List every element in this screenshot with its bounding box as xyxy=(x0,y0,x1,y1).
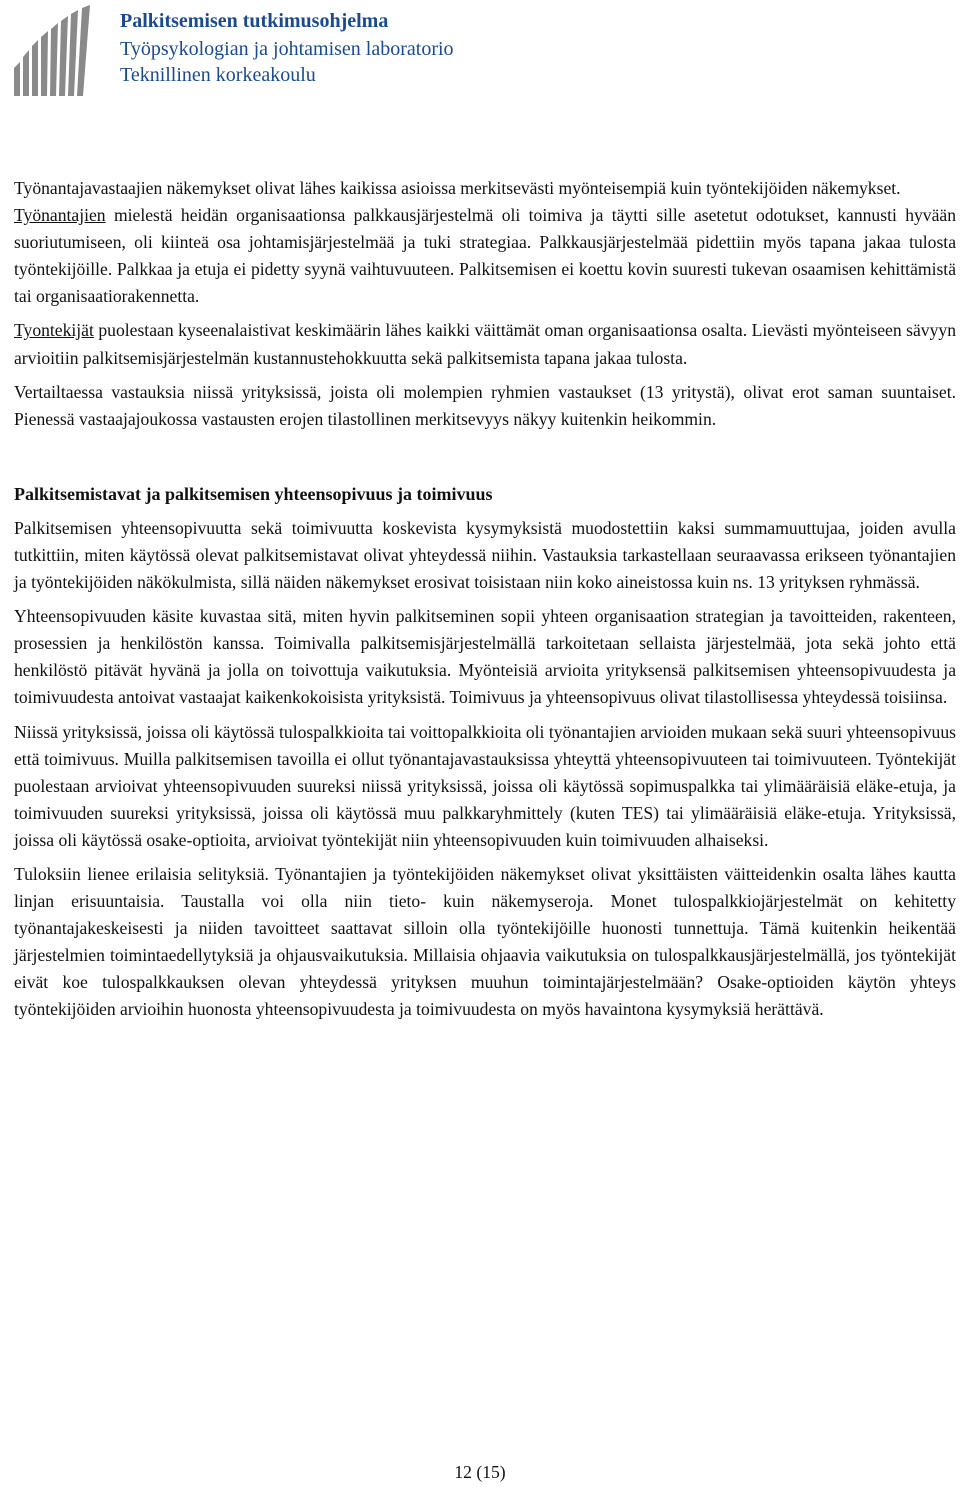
paragraph xyxy=(14,317,956,371)
paragraph: Työnantajavastaajien näkemykset olivat lähes kaikissa asioissa merkitsevästi myönteisempiä kuin työntekijöiden näkemykset. xyxy=(14,178,901,198)
logo-stripe xyxy=(32,40,38,96)
logo-stripe xyxy=(77,5,90,96)
underlined-term: Työnantajien xyxy=(14,205,106,226)
paragraph-text: mielestä heidän organisaationsa palkkausjärjestelmä oli toimiva ja täytti sille asetetut odotukset, kannusti hyvään suoriutumiseen, oli kiinteä osa johtamisjärjestelmää ja tuki strategiaa. Palkkausjärjestelmää pidettiin myös tapana jakaa tulosta työntekijöille. Palkkaa ja etuja ei pidetty syynä vaihtuvuuteen. Palkitsemisen ei koettu kovin suuresti tukevan osaamisen kehittämistä tai organisaatiorakennetta. xyxy=(14,205,956,307)
logo-stripe xyxy=(68,10,78,96)
paragraph: Niissä yrityksissä, joissa oli käytössä tulospalkkioita tai voittopalkkioita oli työnantajien arvioiden mukaan sekä suuri yhteensopivuus että toimivuus. Muilla palkitsemisen tavoilla ei ollut työnantajavastauksissa yhteyttä yhteensopivuuteen tai toimivuuteen. Työntekijät puolestaan arvioivat yhteensopivuuden suureksi niissä yrityksissä, joissa oli käytössä sopimuspalkka tai ylimääräisiä eläke-etuja, ja toimivuuden suureksi yrityksissä, joissa oli käytössä muu palkkaryhmittely (kuten TES) tai ylimääräisiä eläke-etuja. Yrityksissä, joissa oli käytössä osake-optioita, arvioivat työntekijät niin yhteensopivuuden kuin toimivuuden alhaiseksi. xyxy=(14,721,956,850)
logo-stripe xyxy=(23,50,29,96)
header-university: Teknillinen korkeakoulu xyxy=(120,64,316,86)
logo-stripe xyxy=(59,16,68,96)
paragraph xyxy=(14,202,956,310)
page-number: 12 (15) xyxy=(454,1462,506,1482)
logo-stripe xyxy=(14,62,20,96)
paragraph-text: puolestaan kyseenalaistivat keskimäärin lähes kaikki väittämät oman organisaationsa osalta. Lievästi myönteiseen sävyyn arvioitiin palkitsemisjärjestelmän kustannustehokkuutta sekä palkitsemista tapana jakaa tulosta. xyxy=(14,320,956,368)
paragraph: Palkitsemisen yhteensopivuutta sekä toimivuutta koskevista kysymyksistä muodostettiin kaksi summamuuttujaa, joiden avulla tutkittiin, miten käytössä olevat palkitsemistavat olivat yhteydessä niihin. Vastauksia tarkastellaan seuraavassa erikseen työnantajien ja työntekijöiden näkökulmista, sillä näiden näkemykset erosivat toisistaan niin koko aineistossa kuin ns. 13 yrityksen ryhmässä. xyxy=(14,517,956,593)
logo-stripes xyxy=(14,5,90,96)
paragraph: Vertailtaessa vastauksia niissä yrityksissä, joista oli molempien ryhmien vastaukset (13 yritystä), olivat erot saman suuntaiset. Pienessä vastaajajoukossa vastausten erojen tilastollinen merkitsevyys näkyy kuitenkin heikommin. xyxy=(14,381,956,429)
logo-stripe xyxy=(50,23,58,96)
paragraph: Tuloksiin lienee erilaisia selityksiä. Työnantajien ja työntekijöiden näkemykset olivat yksittäisten väitteidenkin osalta lähes kautta linjan erisuuntaisia. Taustalla voi olla niin tieto- kuin näkemyseroja. Monet tulospalkkiojärjestelmät on kehitetty työnantajakeskeisesti ja niiden tavoitteet saattavat silloin olla työntekijöille huonosti tunnettuja. Tämä kuitenkin heikentää järjestelmien toimintaedellytyksiä ja ohjausvaikutuksia. Millaisia ohjaavia vaikutuksia on tulospalkkausjärjestelmällä, jos työntekijät eivät koe tulospalkkauksen olevan yhteydessä yrityksen muuhun toimintajärjestelmään? Osake-optioiden käytön yhteys työntekijöiden arvioihin huonosta yhteensopivuudesta ja toimivuudesta on myös havaintona kysymyksiä herättävä. xyxy=(14,863,956,1020)
university-logo-icon xyxy=(10,4,94,96)
header-program-title: Palkitsemisen tutkimusohjelma xyxy=(120,10,389,32)
logo-stripe xyxy=(41,31,48,96)
paragraph: Yhteensopivuuden käsite kuvastaa sitä, miten hyvin palkitseminen sopii yhteen organisaation strategian ja tavoitteiden, rakenteen, prosessien ja henkilöstön kanssa. Toimivalla palkitsemisjärjestelmällä tarkoitetaan sellaista järjestelmää, jota sekä johto että henkilöstö pitävät hyvänä ja jolla on toivottuja vaikutuksia. Myönteisiä arvioita yrityksensä palkitsemisen yhteensopivuudesta ja toimivuudesta antoivat vastaajat kaikenkokoisista yrityksistä. Toimivuus ja yhteensopivuus olivat tilastollisessa yhteydessä toisiinsa. xyxy=(14,606,956,708)
header-laboratory: Työpsykologian ja johtamisen laboratorio xyxy=(120,38,454,60)
section-heading: Palkitsemistavat ja palkitsemisen yhteensopivuus ja toimivuus xyxy=(14,483,493,504)
underlined-term: Tyontekijät xyxy=(14,320,94,341)
document-body xyxy=(14,175,956,1024)
